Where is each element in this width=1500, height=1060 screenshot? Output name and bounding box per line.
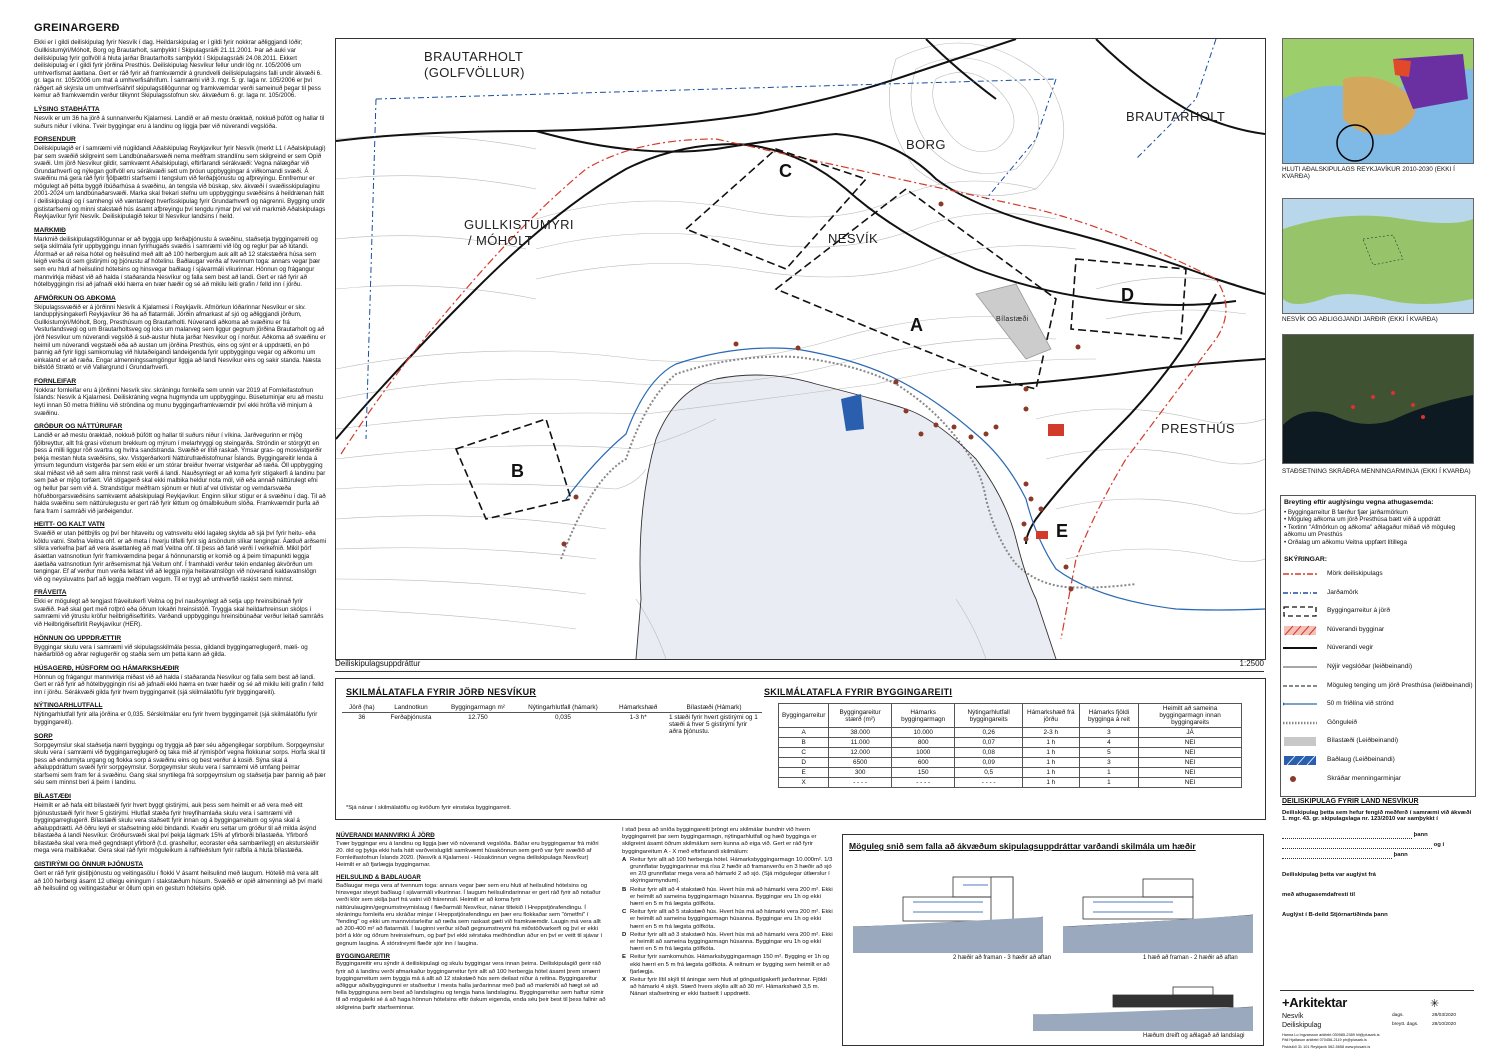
revised-date-label: breytt. dags. bbox=[1392, 1022, 1419, 1027]
table-reitir-cell: 6500 bbox=[829, 758, 892, 768]
table-reitir-cell: JÁ bbox=[1139, 728, 1242, 738]
lower-section-heading: NÚVERANDI MANNVIRKI Á JÖRÐ bbox=[336, 832, 435, 839]
changes-list bbox=[1284, 509, 1472, 546]
table-reitir-cell: 5 bbox=[1079, 748, 1138, 758]
table-reitir-cell: A bbox=[779, 728, 829, 738]
project-name: Nesvík bbox=[1282, 1013, 1304, 1020]
legend-label: Möguleg tenging um jörð Presthúsa (leiðbeinandi) bbox=[1327, 681, 1473, 689]
map-caption-title: Deiliskipulagsuppdráttur bbox=[335, 659, 421, 668]
report-title: GREINARGERÐ bbox=[34, 22, 120, 34]
legend-label: Bílastæði (Leiðbeinandi) bbox=[1327, 737, 1399, 745]
report-section-heading: BÍLASTÆÐI bbox=[34, 792, 71, 800]
section-caption-1: 2 hæðir að framan - 3 hæðir að aftan bbox=[953, 955, 1052, 961]
plan-map-drawing bbox=[336, 39, 1265, 659]
date-label: dags. bbox=[1392, 1013, 1404, 1018]
table-reitir-header: Nýtingarhlutfall byggingareits bbox=[955, 704, 1022, 728]
report-section-text: Skipulagssvæðið er á jörðinni Nesvík á Kjalarnesi í Reykjavík. Afmörkun lóðarinnar Nesvíkur er skv. landupplýsingakerfi Reykjavíkur 36 ha að flatarmáli. Jörðin afmarkast af sjó og aðliggjandi jörðum, Gullkistumýri/Móholt, Borg, Presthúsum og Brautarholti. Núverandi aðkoma að svæðinu er frá Vesturlandsvegi og um Brautarholtsveg og loks um malarveg sem liggur gegnum jörðina Brautarholt og að jörð Nesvíkur um núverandi vegslóð á suð-austur hluta jarðar Nesvíkur og í norður. Aðkoma að svæðinu er heimil um núverandi vegstæði eða að austan um jörðina Presthús, eins og sýnt er á uppdrætti, en þó þannig að fyrir liggi samkomulag við hlutaðeigandi landeigenda fyrir uppbyggingu vegar og aðkomu um einkaland er að ræða. Engar almenningssamgöngur liggja að landi Nesvíkur eins og sakir standa. Næsta biðstöð Strætó er við Vallargrund í Grundarhverfi. bbox=[34, 303, 326, 372]
revised-date-value: 28/10/2020 bbox=[1432, 1022, 1457, 1027]
building-area-term-text: Reitur fyrir allt að 4 stakstæð hús. Hvert hús má að hámarki vera 200 m². Ekki er heimilt að sameina byggingarmagn húsanna. Byggingar eru 1h og ekki hærri en 5 m frá lægsta gólfkóta. bbox=[630, 886, 833, 908]
building-area-term-text: Reitur fyrir allt að 5 stakstæð hús. Hvert hús má að hámarki vera 200 m². Ekki er heimilt að sameina byggingarmagn húsanna. Byggingar eru 1h og ekki hærri en 5 m frá lægsta gólfkóta. bbox=[630, 909, 833, 930]
legend-label: Jarðamörk bbox=[1327, 588, 1359, 596]
building-area-term bbox=[622, 932, 834, 954]
table-row bbox=[779, 778, 1242, 788]
table-reitir-cell: NEI bbox=[1139, 738, 1242, 748]
table-jord bbox=[342, 703, 762, 736]
report-section-heading: HÖNNUN OG UPPDRÆTTIR bbox=[34, 634, 122, 642]
sections-drawing bbox=[843, 857, 1263, 1045]
label-brautarholt: BRAUTARHOLT bbox=[1126, 109, 1226, 124]
map-scale: 1:2500 bbox=[1239, 659, 1264, 668]
report-section-text: Nesvík er um 36 ha jörð á sunnanverðu Kjalarnesi. Landið er að mestu óræktað, nokkuð þúfótt og hallar til suðurs niður í víkina. Tveir byggingar eru á landinu og liggja þær við núverandi vegslóða. bbox=[34, 114, 325, 130]
building-area-term-key: E bbox=[622, 954, 626, 961]
table-reitir-header: Heimilt að sameina byggingarmagn innan byggingareits bbox=[1139, 704, 1242, 728]
possible-connection-icon bbox=[1283, 681, 1317, 692]
thumb-aðalskipulag-map bbox=[1283, 39, 1473, 163]
approval-text: Deiliskipulag þetta sem hefur fengið meðferð í samræmi við ákvæði 1. mgr. 43. gr. skipulagslaga nr. 123/2010 var samþykkt í bbox=[1282, 810, 1472, 822]
building-area-term-key: X bbox=[622, 977, 626, 984]
label-area-a: A bbox=[910, 315, 923, 335]
plan-boundary-icon bbox=[1283, 569, 1317, 580]
report-section-text: Hönnun og frágangur mannvirkja miðast við að halda í staðaranda Nesvíkur og falla sem best að landi. Gert er ráð fyrir að hótelbyggingin rísi að jafnaði ekki hærra en tvær hæðir og sé að mikilu leiti grafin / felld inn í jörðu. Sérákvæði gilda fyrir hvern byggingarreit (sjá skilmálatöflu fyrir byggingareiti). bbox=[34, 673, 324, 696]
legend-item bbox=[1283, 568, 1473, 582]
table-jord-header: Nýtingarhlutfall (hámark) bbox=[516, 703, 611, 713]
legend-item bbox=[1283, 735, 1473, 749]
table-jord-header: Landnotkun bbox=[382, 703, 441, 713]
building-area-term bbox=[622, 977, 834, 999]
title-block bbox=[1280, 990, 1474, 1053]
table-reitir-cell: 3 bbox=[1079, 728, 1138, 738]
credit-2: Páll Hjaltason arkitekt 070456-2119 ph@plusark.is bbox=[1282, 1038, 1367, 1042]
legend-label: 50 m friðlína við strönd bbox=[1327, 700, 1394, 708]
table-reitir-cell: 0,5 bbox=[955, 768, 1022, 778]
legend-item bbox=[1283, 754, 1473, 768]
report-section-heading: HEITT- OG KALT VATN bbox=[34, 521, 105, 529]
table-reitir-cell: 4 bbox=[1079, 738, 1138, 748]
table-jord-title: SKILMÁLATAFLA FYRIR JÖRÐ NESVÍKUR bbox=[346, 687, 537, 697]
table-reitir-cell: NEI bbox=[1139, 758, 1242, 768]
label-moholt: / MÓHOLT bbox=[468, 233, 534, 248]
table-reitir-cell: 10.000 bbox=[891, 728, 955, 738]
building-area-term-key: C bbox=[622, 909, 627, 916]
thumb-nesvik-lands-caption: NESVÍK OG AÐLIGGJANDI JARÐIR (EKKI Í KVARÐA) bbox=[1282, 316, 1438, 323]
change-item: • Orðalag um aðkomu Veitna uppfært lítillega bbox=[1284, 538, 1407, 546]
property-boundary-icon bbox=[1283, 588, 1317, 599]
lower-text-mid bbox=[336, 827, 606, 1055]
report-section-heading: FRÁVEITA bbox=[34, 589, 67, 597]
table-reitir-cell: 1 h bbox=[1022, 748, 1079, 758]
report-section-heading: NÝTINGARHLUTFALL bbox=[34, 702, 103, 710]
legend-title: SKÝRINGAR: bbox=[1284, 556, 1328, 563]
report-section-text: Nýtingarhlutfall fyrir alla jörðina er 0,035. Sérskilmálar eru fyrir hvern byggingarreit (sjá skilmálatöflu fyrir byggingareiti). bbox=[34, 711, 318, 726]
table-jord-cell: 0,035 bbox=[554, 714, 571, 721]
table-reitir-cell: 38.000 bbox=[829, 728, 892, 738]
building-area-c bbox=[686, 149, 866, 269]
table-reitir-cell: 150 bbox=[891, 768, 955, 778]
legend-item bbox=[1283, 605, 1473, 619]
label-borg: BORG bbox=[906, 137, 946, 152]
bath-lagoon-icon bbox=[1283, 755, 1317, 766]
table-row bbox=[779, 748, 1242, 758]
table-reitir-cell: 1 h bbox=[1022, 778, 1079, 788]
label-area-b: B bbox=[511, 461, 524, 481]
table-reitir-header: Hámarks fjöldi bygginga á reit bbox=[1079, 704, 1138, 728]
thumb-aðalskipulag bbox=[1282, 38, 1474, 164]
heritage-site-icon bbox=[1283, 774, 1317, 785]
report-section-heading: AFMÖRKUN OG AÐKOMA bbox=[34, 294, 116, 302]
table-reitir-cell: NEI bbox=[1139, 768, 1242, 778]
report-section-heading: SORP bbox=[34, 732, 53, 740]
lower-section-text: Baðlaugar mega vera af tvennum toga: annars vegar þær sem eru hluti af heilsulind hótelsins og hinsvegar steypt baðlaug í sjávarmáli víkurinnar. Í laugum heilsulindarinnar er gert ráð fyrir að notaður verði klór sem skilja þarf frá vatni við frárennsli. Heimilt er að koma fyrir náttúrulauginn/gegnumstreymislaug í flæðarmáli Nesvíkur, nánar tiltekið í Hreppstjórafendingu. Í skráningu fornleifa eru skráðar minjar í Hreppstjórafendingu en þær eru flokkaðar sem "ómetfni" í "fending" og ekki um mannvistarleifar að ræða sem raskast gæti við framkvæmdir. Laugin má vera allt að 200-400 m² að flatarmáli. Í lauginni verður síðað gegnumstreymi frá miðstöðvarkerfi og því er ekki þörf á klór og öðrum hreinsiefnum, og þarf því ekki sérstaka meðhöndlun áður en því er veitt til sjávar í gegnum laugina. Á stórstreymi flæðir sjór inn í laugina. bbox=[336, 882, 603, 947]
label-area-e: E bbox=[1056, 521, 1069, 541]
label-presthus: PRESTHÚS bbox=[1161, 421, 1235, 436]
table-reitir-header: Hámarkshæð frá jörðu bbox=[1022, 704, 1079, 728]
legend-label: Gönguleið bbox=[1327, 718, 1358, 726]
table-jord-cell: Ferðaþjónusta bbox=[390, 714, 432, 721]
legend-label: Skráðar menningarminjar bbox=[1327, 774, 1402, 782]
table-jord-cell: 1 stæði fyrir hvert gistirými og 1 stæði á hver 5 gistirými fyrir aðra þjónustu. bbox=[669, 714, 758, 735]
report-section-text: Gert er ráð fyrir gistiþjónustu og veitingasölu í flokki V ásamt heilsulind með laugum. Hótelið má vera allt að 100 herbergi ásamt 12 utleigu einingum í stakstæðum húsum. Svæðið er opið almenningi að því marki að heilsulind og veitingastaður er öllum opin en gestum hótelsins opið. bbox=[34, 869, 323, 893]
changes-title: Breyting eftir auglýsingu vegna athugasemda: bbox=[1284, 499, 1434, 506]
footpath-icon bbox=[1283, 718, 1317, 729]
building-area-term-text: Reitur fyrir allt að 100 herbergja hótel. Hámarksbyggingarmagn 10.000m². 1/3 grunnflatar byggingarinnar má rísa 2 hæðir að framanverðu en 3 hæðir að sjó en 2/3 grunnflatar mega vera að hámarki 2 að sjó. (Sjá mögulegar útlærslur í skýringarmyndum). bbox=[630, 856, 833, 885]
lower-section-text: Tvær byggingar eru á landinu og liggja þær við núverandi vegslóða. Báðar eru byggingarnar frá miðri 20. öld og þykja ekki hafa hátt varðveislugildi samkvæmt húsakönnun sem gerð var fyrir svæðið af Fornleifastofnun Íslands 2020. (Nesvík á Kjalarnesi - Húsakönnun vegna deiliskipulags Nesvíkur) Heimilt er að fjarlægja byggingarnar. bbox=[336, 840, 599, 869]
table-reitir-cell: 600 bbox=[891, 758, 955, 768]
legend-item bbox=[1283, 587, 1473, 601]
report-section-text: Byggingar skulu vera í samræmi við skipulagsskilmála þessa, gildandi byggingarreglugerð, mæli- og hæðarblöð og aðrar reglugerðir og staðla sem um þetta kann að gilda. bbox=[34, 643, 308, 659]
thumb-heritage-map bbox=[1283, 335, 1473, 463]
approval-panel bbox=[1280, 796, 1474, 964]
legend-list bbox=[1281, 568, 1475, 796]
label-golfvollur: (GOLFVÖLLUR) bbox=[424, 65, 525, 80]
label-gullkistumyri: GULLKISTUMÝRI bbox=[464, 217, 574, 232]
thumb-nesvik-lands-map bbox=[1283, 199, 1473, 313]
table-jord-header: Bílastæði (Hámark) bbox=[666, 703, 762, 713]
table-reitir-cell: 1 h bbox=[1022, 768, 1079, 778]
existing-road-icon bbox=[1283, 643, 1317, 654]
building-area-term-key: A bbox=[622, 856, 627, 863]
table-reitir-cell: 1000 bbox=[891, 748, 955, 758]
table-reitir-cell: 0,07 bbox=[955, 738, 1022, 748]
building-area-term-key: B bbox=[622, 886, 627, 893]
plan-map bbox=[335, 38, 1266, 660]
building-area-term bbox=[622, 887, 834, 909]
legend-label: Núverandi bygginar bbox=[1327, 625, 1385, 633]
legend-item bbox=[1283, 661, 1473, 675]
report-intro: Ekki er í gildi deiliskipulag fyrir Nesvík í dag. Heildarskipulag er í gildi fyrir nokkrar aðliggjandi lóðir; Gullkistumýri/Móholt, Borg og Brautarholt, samþykkt í Skipulagsráði 21.11.2001. Þar að auki var deiliskipulag fyrir golfvöll á hluta jarðar Brautarholts samþykkt í Skipulagsráði 24.08.2011. Ekkert deiliskipulag er í gildi fyrir jörðina Presthús. Deiliskipulag Nesvíkur fellur undir lög nr. 105/2006 um umhverfismat áætlana. Gert er ráð fyrir að framkvæmdir á grundvelli deiliskipulagsins falli undir ákvæði 6. gr. laga nr. 105/2006 um mat á umhverfisáhrifum. Í samræmi við 3. mgr. 5. gr. laga nr. 105/2006 er því ráðgert að skýrsla um umhverfisáhrif skipulagstillögunnar og framkvæmdar verði sameinuð þegar til þess kemur að framkvæmdin verður tilkynnt Skipulagsstofnun skv. ákvæðum 6. gr. laga nr. 105/2006. bbox=[34, 39, 322, 100]
legend-item bbox=[1283, 642, 1473, 656]
legend-item bbox=[1283, 717, 1473, 731]
table-reitir-cell: 11.000 bbox=[829, 738, 892, 748]
table-reitir-cell: X bbox=[779, 778, 829, 788]
firm-address: Fiskislóð 31 101 Reykjavík 562-5658 www.plusark.is bbox=[1282, 1045, 1371, 1049]
new-road-icon bbox=[1283, 662, 1317, 673]
approval-line-1: þann bbox=[1282, 832, 1472, 839]
sections-title: Möguleg snið sem falla að ákvæðum skipulagsuppdráttar varðandi skilmála um hæðir bbox=[849, 841, 1196, 851]
table-reitir-header: Byggingarreitur bbox=[779, 704, 829, 728]
label-area-d: D bbox=[1121, 285, 1134, 305]
table-reitir-header: Hámarks byggingarmagn bbox=[891, 704, 955, 728]
legend-label: Baðlaug (Leiðbeinandi) bbox=[1327, 756, 1395, 763]
building-area-term-text: Reitur fyrir samkomuhús. Hámarksbyggingarmagn 150 m². Bygging er 1h og ekki hærri en 5 m frá lægsta gólfkóta. Á reitnum er bygging sem heimilt er að fjarlægja. bbox=[630, 954, 830, 975]
report-section-heading: GRÓÐUR OG NÁTTÚRUFAR bbox=[34, 423, 123, 431]
table-reitir-cell: 1 h bbox=[1022, 758, 1079, 768]
approval-deadline: með athugasemdafresti til bbox=[1282, 892, 1355, 898]
date-value: 28/03/2020 bbox=[1432, 1013, 1457, 1018]
change-item: • Textinn "Afmörkun og aðkoma" aðlagaður miðað við möguleg aðkomu um Presthús bbox=[1284, 523, 1456, 539]
report-section-text: Markmið deiliskipulagstillögunnar er að byggja upp ferðaþjónustu á svæðinu, staðsetja byggingarreiti og setja skilmála fyrir uppbyggingu innan fyrirhugaðs svæðis í samræmi við lög og reglur þar að lútandi. Áformað er að reisa hótel og heilsulind með allt að 100 herbergjum auk allt að 12 stakstæðra húsa sem leigð verða út sem gistirými og þjónustu af hótelinu. Baðlaugar verða af tvennum toga: annars vegar þær sem eru hluti af heilsulind hótelsins og hinsvegar baðlaug í sjávarmáli víkurinnar. Hönnun og frágangur mannvirkja miðast við að halda í staðaranda Nesvíkur og falla sem best að landi. Gert er ráð fyrir að hótelbyggingin rísi að jafnaði ekki hærra en tvær hæðir og sé að mikilu leiti grafin / felld inn í jörðu. bbox=[34, 235, 321, 289]
legend-item bbox=[1283, 624, 1473, 638]
legend-item bbox=[1283, 698, 1473, 712]
table-reitir-cell: - - - - bbox=[829, 778, 892, 788]
table-reitir-cell: 12.000 bbox=[829, 748, 892, 758]
section-caption-3: Hæðum dreift og aðlagað að landslagi bbox=[1143, 1033, 1245, 1039]
report-section-heading: FORNLEIFAR bbox=[34, 377, 77, 385]
table-jord-cell: 12.750 bbox=[468, 714, 488, 721]
approval-advert: Deiliskipulag þetta var auglýst frá bbox=[1282, 872, 1376, 878]
table-reitir-cell: 2-3 h bbox=[1022, 728, 1079, 738]
report-sections bbox=[34, 106, 326, 893]
thumb-heritage bbox=[1282, 334, 1474, 464]
label-area-c: C bbox=[779, 161, 792, 181]
table-jord-cell: 1-3 h* bbox=[629, 714, 647, 721]
change-item: • Byggingarreitur B færður fjær jarðarmörkum bbox=[1284, 509, 1408, 516]
table-jord-header: Jörð (ha) bbox=[342, 703, 382, 713]
building-area-term bbox=[622, 909, 834, 931]
report-section-text: Nokkrar fornleifar eru á jörðinni Nesvík skv. skráningu fornleifa sem unnin var 2019 af Fornleifastofnun Íslands: Nesvík á Kjalarnesi. Deiliskráning vegna hugmynda um uppbyggingu. Búsetuminjar eru að mestu leyti innan 50 metra friðlínu við ströndina og munu byggingarframkvæmdir því ekki hrófla við minjum á svæðinu. bbox=[34, 386, 323, 417]
lower-section-heading: HEILSULIND & BAÐLAUGAR bbox=[336, 874, 421, 882]
table-reitir-cell: 1 h bbox=[1022, 738, 1079, 748]
table-reitir-cell: NEI bbox=[1139, 778, 1242, 788]
building-area-term bbox=[622, 954, 834, 976]
report-section-text: Svæðið er utan þéttbýlis og því ber hitaveitu og vatnsveitu ekki lagaleg skylda að sjá því fyrir heitu- eða köldu vatni. Stefna Veitna ohf. er að meta í hverju tilfelli fyrir sig ársöndum slíkar tengingar. Áætluð arðsemi slíkra verkefna þarf að vera ásættanleg að mati Veitna ohf. til þess að farið verði í verkefnið. Mikil þörf ásættan vatnsnotkun fyrir framkvæmdina þegar á hönnunarstig er komið og á þeim tímapunkti leggja áætlaða vatnsnotkun fyrir arðsemismat hjá Veitum ohf. Í framhaldi verður tekin endanleg ákvörðun um tengingar. Ef af verður mun verða leitast við að leggja nýja heitavatnslögn við núverandi kaldavatnslögn við og neysluvatns þarf að leggja meðfram vegum. Til er trygt að umhverfið raskist sem minnst. bbox=[34, 530, 326, 583]
table-reitir-cell: 3 bbox=[1079, 758, 1138, 768]
label-nesvik: NESVÍK bbox=[828, 231, 879, 246]
label-brautarholt-golf: BRAUTARHOLT bbox=[424, 49, 524, 64]
legend-item bbox=[1283, 773, 1473, 787]
thumb-aðalskipulag-caption: HLUTI AÐALSKIPULAGS REYKJAVÍKUR 2010-2030 (EKKI Í KVARÐA) bbox=[1282, 166, 1455, 180]
tables-panel bbox=[335, 678, 1266, 820]
credit-1: Hanna Lo Ingvarsson arkitekt 030985-2389 hli@plusark.is bbox=[1282, 1033, 1380, 1037]
coast-setback-icon bbox=[1283, 699, 1317, 710]
table-reitir-cell: 0,26 bbox=[955, 728, 1022, 738]
section-caption-2: 1 hæð að framan - 2 hæðir að aftan bbox=[1143, 955, 1238, 961]
building-area-icon bbox=[1283, 606, 1317, 617]
firm-mark-icon: ✳ bbox=[1430, 998, 1440, 1010]
report-section-text: Ekki er mögulegt að tengjast fráveitukerfi Veitna og því nauðsynlegt að setja upp hreinsibúnað fyrir svæðið. Það skal gert með rotþró eða öðrum lokaðri hreinsistöð. Tryggja skal heildarhreinsun skólps í samræmi við ýtrustu kröfur heilbrigðiseftirlits. Varðandi uppbyggingu hreinsibúnaðar verður leitað samráðs við Heilbrigðiseftirlit Reykjavíkur (HER). bbox=[34, 598, 324, 628]
building-area-terms bbox=[622, 857, 834, 999]
table-reitir-cell: - - - - bbox=[955, 778, 1022, 788]
table-row bbox=[779, 768, 1242, 778]
table-reitir bbox=[778, 703, 1242, 788]
table-reitir-header: Byggingareitur stærð (m²) bbox=[829, 704, 892, 728]
report-text-column bbox=[34, 22, 326, 1052]
table-jord-cell: 36 bbox=[358, 714, 366, 721]
lower-section-heading: BYGGINGAREITIR bbox=[336, 952, 390, 960]
approval-title: DEILISKIPULAG FYRIR LAND NESVÍKUR bbox=[1282, 798, 1419, 805]
table-jord-footnote: *Sjá nánar í skilmálatöflu og kvöðum fyrir einstaka byggingarreit. bbox=[346, 805, 511, 811]
lower-section-text: Byggingareitir eru sýndir á deiliskipulagi og skulu byggingar vera innan þeirra. Deiliskipulagið gerir ráð fyrir að á landinu verði afmarkaður byggingarreitur fyrir allt að 100 herbergja hótel ásamt þrem smærri byggingarreitum sem byggja má á allt að 12 stakstæð hús sem deilast niður á reitina. Byggingareitur aðliggur aðalbyggingunni er staðsettur í mesta halla jarðarinnar með það að markmiði að hægt sé að fella bygginguna sem best að landslaginu og tengja hana landslaginu. Byggingarreitur sem haftur rúmir til að möguleiki sé á að haga hönnun hótelsins eftir óskum eigenda, enda séu þeir best til þess fallnir að skilgreina þarfir starfseminnar. bbox=[336, 961, 606, 1011]
report-section-heading: LÝSING STAÐHÁTTA bbox=[34, 105, 100, 113]
thumb-heritage-caption: STAÐSETNING SKRÁÐRA MENNINGARMINJA (EKKI Í KVARÐA) bbox=[1282, 468, 1471, 475]
table-jord-header: Byggingarmagn m² bbox=[440, 703, 515, 713]
table-row bbox=[779, 728, 1242, 738]
approval-gazette: Auglýst í B-deild Stjórnartíðinda þann bbox=[1282, 912, 1388, 918]
legend-panel bbox=[1280, 495, 1476, 797]
building-area-term-text: Reitur fyrir allt að 3 stakstæð hús. Hvert hús má að hámarki vera 200 m². Ekki er heimilt að sameina byggingarmagn húsanna. Byggingar eru 1h og ekki hærri en 5 m frá lægsta gólfkóta. bbox=[630, 931, 833, 953]
firm-logo: +Arkitektar bbox=[1282, 995, 1347, 1010]
report-section-heading: HÚSAGERÐ, HÚSFORM OG HÁMARKSHÆÐIR bbox=[34, 664, 180, 672]
map-caption bbox=[335, 659, 1264, 672]
table-reitir-cell: D bbox=[779, 758, 829, 768]
table-row bbox=[779, 738, 1242, 748]
report-section-heading: FORSENDUR bbox=[34, 136, 76, 144]
legend-label: Mörk deiliskipulags bbox=[1327, 570, 1383, 577]
approval-line-2: og í bbox=[1282, 842, 1472, 849]
table-reitir-cell: 800 bbox=[891, 738, 955, 748]
legend-label: Byggingarreitur á jörð bbox=[1327, 607, 1391, 615]
table-reitir-cell: 0,08 bbox=[955, 748, 1022, 758]
building-area-term-key: D bbox=[622, 931, 627, 938]
table-reitir-cell: C bbox=[779, 748, 829, 758]
project-subtitle: Deiliskipulag bbox=[1282, 1022, 1322, 1029]
report-section-heading: MARKMIÐ bbox=[34, 226, 66, 234]
table-reitir-cell: 300 bbox=[829, 768, 892, 778]
building-area-intro: Í stað þess að sníða byggingareiti þröngt eru skilmálar bundnir við hvern byggingarreit þar sem byggingarmagn, nýtingarhlutfall og hæð bygginga er skilgreint ásamt öðrum skilmálum sem kunna að eiga við. Gert er ráð fyrir byggingareitum A - X með eftirfarandi skilmálum: bbox=[622, 827, 817, 855]
table-reitir-cell: 1 bbox=[1079, 778, 1138, 788]
table-reitir-cell: - - - - bbox=[891, 778, 955, 788]
label-parking: Bílastæði bbox=[996, 316, 1029, 323]
change-item: • Möguleg aðkoma um jörð Presthúsa bætt við á uppdrátt bbox=[1284, 516, 1441, 524]
thumb-nesvik-lands bbox=[1282, 198, 1474, 314]
table-row bbox=[779, 758, 1242, 768]
report-section-text: Heimilt er að hafa eitt bílastæði fyrir hvert byggt gistirými, auk þess sem heimilt er að vera með eitt þjónustustæði fyrir hver 5 gistirými. Hlutfall stæða fyrir hreyfihamlaða skulu vera í samræmi við byggingarreglugerð. Bílastæði skulu vera staðsett fyrir innan og á byggingarreitum og sýna skal á aðaluppdrætti. Að öðru leyti er staðsetning ekki bindandi. Kvaðir eru settar um gróður til að milda ásýnd bílastæða á landi Nesvíkur. Gróðursvæði skal því þekja lágmark 15% af yfirborði bílastæða. Yfirborð bílastæða skal vera með gegndræpt yfirborð (t.d. grashellur, ecoraster eða sambærilegt) en akstursleiðir mega vera malbikaðar. Gera skal ráð fyrir möguleikum á rafhleðslum fyrir rafbíla á hluta bílastæða. bbox=[34, 802, 319, 855]
table-reitir-cell: E bbox=[779, 768, 829, 778]
legend-label: Nýjir vegslóðar (leiðbeinandi) bbox=[1327, 663, 1413, 670]
report-section-text: Landið er að mestu óræktað, nokkuð þúfótt og hallar til suðurs niður í víkina. Jarðvegurinn er mjög fjölbreyttur, allt frá grasi vöxnum brekkum og mýrum í melarhryggi og steingarða. Ströndin er stórgrýtt en þess á milli liggur röð svartra og hvítra sandstranda. Svæðið er lítið raskað. Ýmsar gras- og mosvistgerðir þekja mestan hluta svæðisins, skv. Vistgerðarkorti Náttúrufræðistofnunar Íslands. Byggingareitir lenda á ýmsum tegundum vistgerða þar sem ekki er um stórar breiður hverrar vistgerðar að ræða. Öll uppbygging skal miðast við að sem allra minnst rask verði á landi. Nauðsynlegt er að koma fyrir stígakerfi á landinu þar sem það er mjög torfært. Við stígagerð skal ekki malbika heldur nota möl, við eða annað náttúrulegt efni og hellur þar sem við á. Strandstígur meðfram sjónum er hluti af vel útivistar og verndarsvæða höfuðborgarsvæðisins samkvæmt aðalskipulagi Reykjavíkur. Enginn slíkur stígur er á svæðinu í dag. Til að halda svæðinu sem náttúrulegustu er gert ráð fyrir léttum og ómalbikuðum slóða. Framkvæmdir þurfa að fara fram í samráði við jarðeigendur. bbox=[34, 432, 326, 515]
parking-icon bbox=[1283, 736, 1317, 747]
table-reitir-cell: 1 bbox=[1079, 768, 1138, 778]
report-section-heading: GISTIRÝMI OG ÖNNUR ÞJÓNUSTA bbox=[34, 860, 144, 868]
table-jord-header: Hámarkshæð bbox=[610, 703, 666, 713]
report-section-text: Sorpgeymslur skal staðsetja nærri byggingu og tryggja að þær séu aðgengilegar sorpbílum. Sorpgeymslur skulu vera í samræmi við byggingarreglugerð og taka mið af rýmisþörf vegna flokkunar sorps. Horfa skal til þess að endurnýta urgang og flokka sorp á svæðinu eins og best verður á kosið. Sýna skal á aðaluppdráttum svæði fyrir sorpgeymslur. Sorpgeymslur skulu vera í samræmi við umfang þeirrar starfsemi sem fram fer á svæðinu. Gang skal snyrtilega frá sorpgeymslum og staðsetja þær þannig að þær séu sem minnst beri á þeim í landinu. bbox=[34, 741, 326, 787]
table-reitir-title: SKILMÁLATAFLA FYRIR BYGGINGAREITI bbox=[764, 687, 953, 697]
building-area-term bbox=[622, 857, 834, 886]
table-reitir-cell: B bbox=[779, 738, 829, 748]
legend-item bbox=[1283, 680, 1473, 694]
report-section-text: Deiliskipulagið er í samræmi við núgildandi Aðalskipulag Reykjavíkur fyrir Nesvík (merkt L1 í Aðalskipulagi) þar sem svæðið skilgreint sem Landbúnaðarsvæði nema meðfram strandlínu sem skilgreind er sem Opið svæði. Um jörð Nesvíkur gildir, samkvæmt Aðalskipulagi, eftirfarandi sérákvæði: Vegna nálægðar við Grundarhverfi og nýlegan golfvöll eru sérákvæði sett um þróun uppbyggingar á viðkomandi svæði. Á svæðinu má gera ráð fyrir fjölþættri starfsemi í tengslum við ferðaþjónustu og afþreyingu. Ennfremur er mögulegt að þétta byggð íbúðarhúsa á svæðinu, án tengsla við búskap, skv. ákvæði í svæðisskipulaginu 2001-2024 um landbúnaðarsvæði. Marka skal frekari stefnu um uppbyggingu svæðisins á heildrænan hátt í deiliskipulagi og í samhengi við væntanlegt hverfisskipulag fyrir Grundarhverfi og nágrenni. Bygging undir gististarfsemi og minni stakstæð hús ásamt afþreyingu því tengdu rýmar því vel við markmið Aðalskipulags Reykjavíkur fyrir Nesvík. Deiliskipulagið tekur til Nesvíkur landsins í heild. bbox=[34, 145, 326, 221]
legend-label: Núverandi vegir bbox=[1327, 644, 1374, 652]
table-reitir-cell: NEI bbox=[1139, 748, 1242, 758]
building-area-term-text: Reitur fyrir lítil skýli til áningar sem hluti af göngustígakerfi jarðarinnar. Fjöldi að hámarki 4 skýli. Stærð hvers skýlis allt að 30 m². Hámarkshæð 3,5 m. Nánari staðsetning er ekki fastsett í uppdrætti. bbox=[630, 977, 827, 998]
table-reitir-cell: 0,09 bbox=[955, 758, 1022, 768]
approval-line-3: þann bbox=[1282, 852, 1472, 859]
sections-panel bbox=[842, 834, 1264, 1046]
lower-text-right bbox=[622, 827, 834, 1055]
existing-building-icon bbox=[1283, 625, 1317, 636]
